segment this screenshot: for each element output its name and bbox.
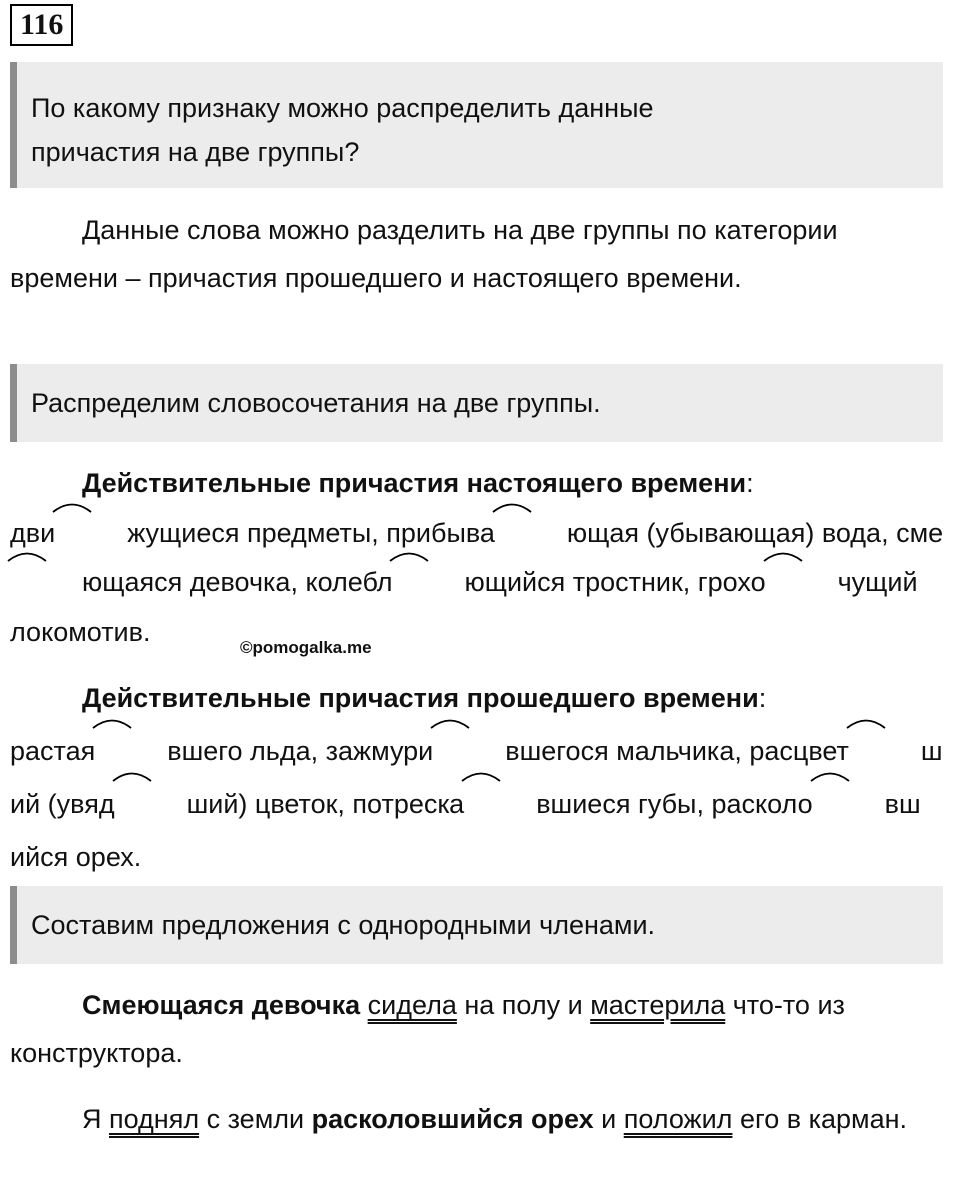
- example-sentence-2: [10, 1095, 945, 1143]
- past-participles-paragraph: [10, 672, 945, 884]
- text-fragment: ийся орех.: [10, 842, 142, 872]
- text-fragment: дви: [10, 517, 56, 548]
- suffix-mark: ш: [849, 725, 943, 778]
- text-fragment: его льда, зажмури: [203, 736, 434, 766]
- sentence-object: расколовшийся орех: [311, 1104, 594, 1134]
- sentence-predicate: положил: [623, 1104, 733, 1134]
- suffix-mark: вш: [464, 778, 572, 831]
- suffix-mark: чущ: [766, 558, 888, 608]
- suffix-arc-icon: [810, 768, 850, 782]
- question-box-3: Составим предложения с однородными членами.: [10, 886, 943, 964]
- text-fragment: что-то из конструктора.: [10, 990, 845, 1068]
- sentence-predicate: поднял: [109, 1104, 200, 1134]
- question-box-1: [10, 62, 943, 188]
- text-fragment: ий) цветок, потрескa: [208, 789, 465, 819]
- question-box-2: Распределим словосочетания на две группы.: [10, 364, 943, 442]
- suffix-mark: ющ: [10, 558, 124, 608]
- suffix-arc-icon: [461, 768, 501, 782]
- text-fragment: на полу и: [456, 990, 591, 1020]
- answer-paragraph-1: Данные слова можно разделить на две группы по категории времени – причастия прошедшего и настоящего времени.: [10, 215, 838, 293]
- text-fragment: его в карман.: [732, 1104, 908, 1134]
- text-fragment: ий локомотив.: [10, 567, 918, 647]
- suffix-arc-icon: [7, 548, 47, 562]
- sentence-predicate: сидела: [367, 990, 457, 1020]
- suffix-arc-icon: [763, 548, 803, 562]
- sentence-predicate: мастерила: [590, 990, 726, 1020]
- suffix-arc-icon: [112, 768, 152, 782]
- text-fragment: иеся предметы, прибыва: [181, 517, 495, 548]
- suffix-arc-icon: [52, 499, 92, 513]
- text-fragment: растая: [10, 736, 96, 766]
- suffix-mark: вш: [95, 725, 203, 778]
- suffix-mark: ющ: [495, 509, 609, 559]
- watermark: ©pomogalka.me: [240, 638, 372, 657]
- text-fragment: егося мальчика, расцвет: [541, 736, 849, 766]
- text-fragment: с земли: [199, 1104, 312, 1134]
- text-fragment: ийся тростник, грохо: [506, 567, 766, 597]
- question-1-line-1: По какому признаку можно распределить данные: [31, 93, 654, 123]
- text-fragment: Я: [82, 1104, 109, 1134]
- text-fragment: и: [593, 1104, 624, 1134]
- suffix-mark: вш: [433, 725, 541, 778]
- past-heading-colon: :: [758, 683, 767, 713]
- example-sentence-1: [10, 981, 945, 1077]
- task-number: 116: [10, 4, 73, 46]
- suffix-mark: ш: [115, 778, 209, 831]
- text-fragment: аяся девочка, колебл: [124, 567, 393, 597]
- text-fragment: ий (увяд: [10, 789, 115, 819]
- past-heading: Действительные причастия прошедшего времени: [82, 683, 759, 713]
- sentence-subject: Смеющаяся девочка: [82, 990, 361, 1020]
- suffix-arc-icon: [92, 715, 132, 729]
- suffix-mark: ющ: [392, 558, 506, 608]
- suffix-mark: вш: [813, 778, 921, 831]
- present-participles-paragraph: [10, 459, 945, 657]
- suffix-mark: жущ: [55, 509, 181, 559]
- suffix-arc-icon: [430, 715, 470, 729]
- question-1-line-2: причастия на две группы?: [31, 137, 360, 167]
- suffix-arc-icon: [389, 548, 429, 562]
- suffix-arc-icon: [492, 499, 532, 513]
- present-heading: Действительные причастия настоящего времени: [82, 468, 747, 498]
- suffix-arc-icon: [846, 715, 886, 729]
- text-fragment: ая (убывающая) вода, сме: [609, 517, 944, 548]
- present-heading-colon: :: [746, 468, 754, 498]
- text-fragment: иеся губы, расколо: [572, 789, 813, 819]
